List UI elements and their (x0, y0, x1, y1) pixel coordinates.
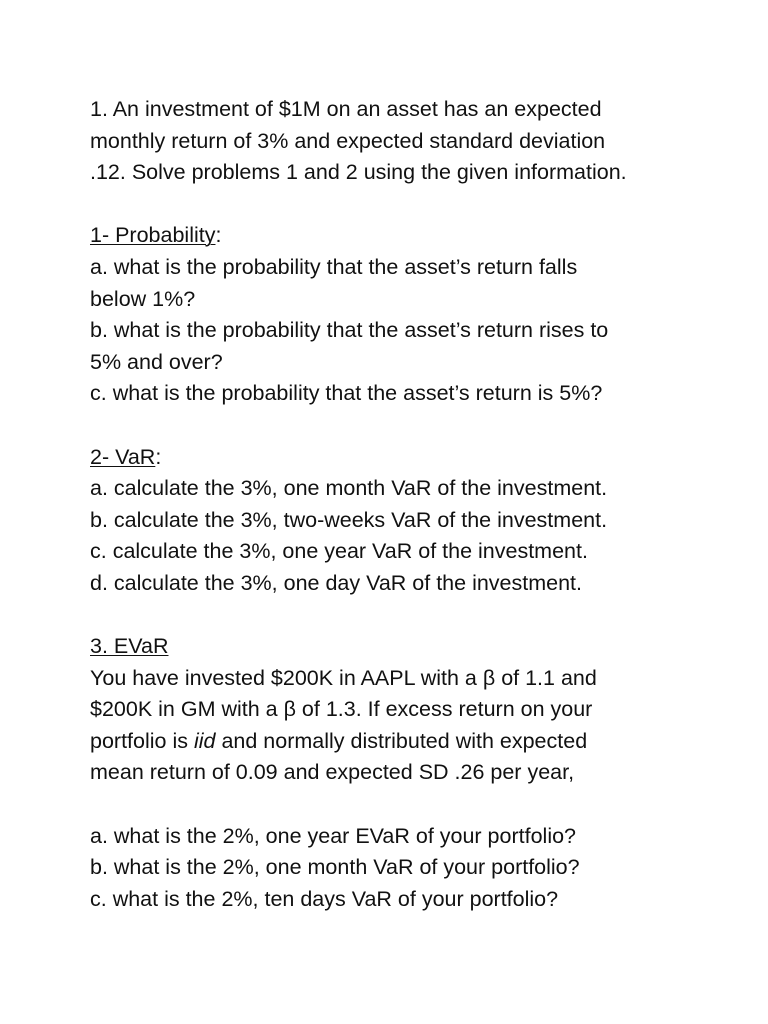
probability-heading-text: 1- Probability (90, 223, 216, 248)
question-line: b. what is the 2%, one month VaR of your portfolio? (90, 855, 580, 880)
spacer (90, 789, 750, 821)
question-line: b. what is the probability that the asset’s return rises to (90, 318, 609, 343)
spacer (90, 410, 750, 442)
intro-line: 1. An investment of $1M on an asset has an expected (90, 97, 602, 121)
evar-heading (90, 631, 750, 663)
paragraph-line: mean return of 0.09 and expected SD .26 per year, (90, 760, 575, 785)
question-line: d. calculate the 3%, one day VaR of the investment. (90, 570, 583, 595)
question-line: below 1%? (90, 286, 196, 311)
document-body (90, 94, 750, 915)
paragraph-text: portfolio is (90, 728, 194, 753)
question-line: c. what is the 2%, ten days VaR of your portfolio? (90, 886, 559, 911)
intro-line: .12. Solve problems 1 and 2 using the given information. (90, 160, 627, 185)
intro-paragraph (90, 94, 750, 189)
question-line: c. what is the probability that the asset’s return is 5%? (90, 381, 603, 406)
probability-section (90, 220, 750, 410)
paragraph-line: $200K in GM with a β of 1.3. If excess return on your (90, 697, 593, 722)
evar-heading-text: 3. EVaR (90, 634, 169, 659)
var-heading-text: 2- VaR (90, 444, 156, 469)
spacer (90, 600, 750, 632)
iid-italic-text: iid (193, 728, 216, 753)
question-line: a. what is the probability that the asset’s return falls (90, 254, 578, 279)
question-line: c. calculate the 3%, one year VaR of the investment. (90, 539, 588, 564)
var-section (90, 442, 750, 600)
question-line: a. calculate the 3%, one month VaR of the investment. (90, 476, 608, 501)
question-line: 5% and over? (90, 349, 223, 374)
question-line: b. calculate the 3%, two-weeks VaR of the investment. (90, 507, 608, 532)
heading-colon: : (215, 223, 222, 248)
probability-heading (90, 220, 750, 252)
question-line: a. what is the 2%, one year EVaR of your portfolio? (90, 823, 577, 848)
paragraph-line: You have invested $200K in AAPL with a β of 1.1 and (90, 665, 597, 690)
var-heading (90, 442, 750, 474)
paragraph-line (90, 726, 750, 758)
heading-colon: : (155, 444, 162, 469)
paragraph-text: and normally distributed with expected (215, 728, 588, 753)
evar-section (90, 631, 750, 915)
spacer (90, 189, 750, 221)
intro-line: monthly return of 3% and expected standard deviation (90, 128, 606, 153)
